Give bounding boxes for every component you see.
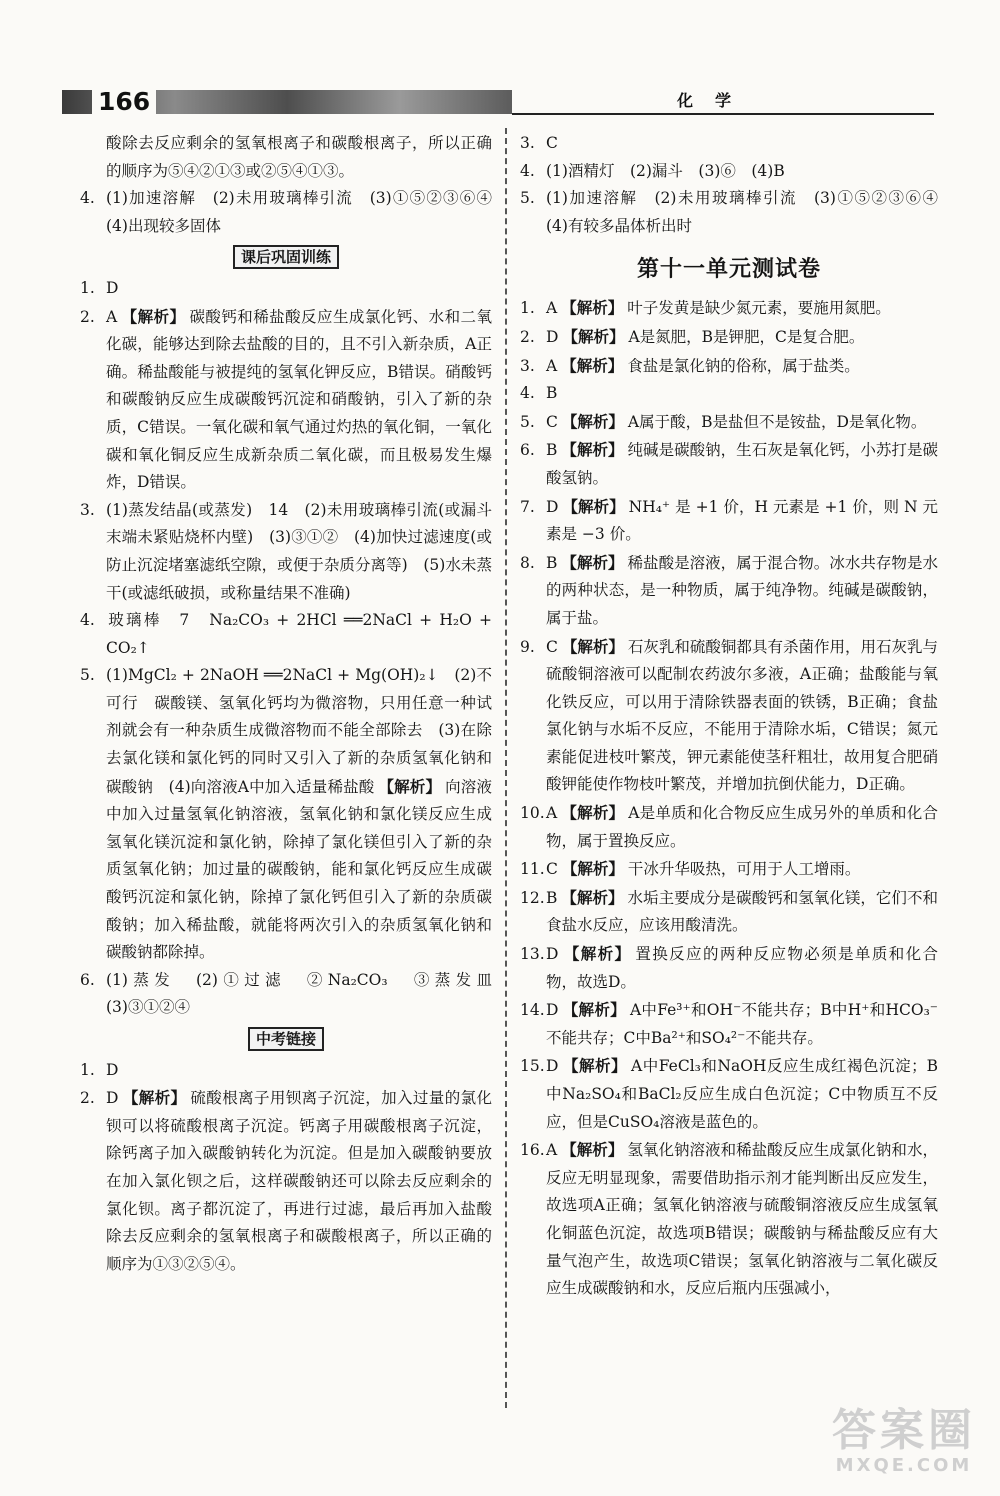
answer-item: 13.D 【解析】 置换反应的两种反应物必须是单质和化合物，故选D。 [520,944,938,991]
answer-item: 5. (1)MgCl₂ + 2NaOH ══2NaCl + Mg(OH)₂↓ (2)不可行 碳酸镁、氢氧化钙均为微溶物，只用任意一种试剂就会有一种杂质生成微溶物而不能全部除去 (3)在除去氯化镁和氯化钙的同时又引入了新的杂质氢氧化钠和碳酸钠 (4)向溶液A中加入适量稀盐酸 【解析】 向溶液中加入过量氢氧化钠溶液，氢氧化钠和氯化镁反应生成氢氧化镁沉淀和氯化钠，除掉了氯化镁但引入了新的杂质氢氧化钠；加过量的碳酸钠，能和氯化钙反应生成碳酸钙沉淀和氯化钠，除掉了氯化钙但引入了新的杂质碳酸钠；加入稀盐酸，就能将两次引入的杂质氢氧化钠和碳酸钠都除掉。 [80,666,492,962]
section-heading [80,1026,492,1054]
answer-item: 7. D 【解析】 NH₄⁺ 是 +1 价，H 元素是 +1 价，则 N 元素是 −3 价。 [520,496,938,544]
answer-item: 2. A 【解析】 碳酸钙和稀盐酸反应生成氯化钙、水和二氧化碳，能够达到除去盐酸的目的，且不引入新杂质，A正确。稀盐酸能与被提纯的氢氧化钾反应，B错误。硝酸钙和碳酸钠反应生成碳酸钙沉淀和硝酸钠，引入了新的杂质，C错误。一氧化碳和氧气通过灼热的氧化铜，一氧化碳和氧化铜反应生成新杂质二氧化碳，而且极易发生爆炸，D错误。 [80,306,492,492]
answer-item: 16.A 【解析】 氢氧化钠溶液和稀盐酸反应生成氯化钠和水，反应无明显现象，需要借助指示剂才能判断出反应发生，故选项A正确；氢氧化钠溶液与硫酸铜溶液反应生成氢氧化铜蓝色沉淀，故选项B错误；碳酸钠与稀盐酸反应有大量气泡产生，故选项C错误；氢氧化钠溶液与二氧化碳反应生成碳酸钠和水，反应后瓶内压强减小， [520,1140,938,1298]
answer-item: 9. C 【解析】 石灰乳和硫酸铜都具有杀菌作用，用石灰乳与硫酸铜溶液可以配制农药波尔多液，A正确；盐酸能与氧化铁反应，可以用于清除铁器表面的铁锈，B正确；食盐氯化钠与水垢不反应，不能用于清除水垢，C错误；氮元素能促进枝叶繁茂，钾元素能使茎秆粗壮，故用复合肥硝酸钾能使作物枝叶繁茂，并增加抗倒伏能力，D正确。 [520,636,938,794]
answer-item: 10.A 【解析】 A是单质和化合物反应生成另外的单质和化合物，属于置换反应。 [520,803,938,850]
watermark-url: MXQE.COM [835,1455,973,1476]
section-label-exam-link: 中考链接 [248,1027,324,1051]
answer-item: 4. B [520,384,558,403]
answer-item: 6. B 【解析】 纯碱是碳酸钠，生石灰是氧化钙，小苏打是碳酸氢钠。 [520,440,938,487]
answer-item: 3. C [520,134,558,152]
answer-item: 14.D 【解析】 A中Fe³⁺和OH⁻不能共存；B中H⁺和HCO₃⁻不能共存；C中Ba²⁺和SO₄²⁻不能共存。 [520,1000,938,1047]
column-divider [505,128,507,1408]
header-rule [512,113,934,115]
continued-text: 酸除去反应剩余的氢氧根离子和碳酸根离子，所以正确的顺序为⑤④②①③或②⑤④①③。 [106,134,492,180]
answer-item: 4. 玻璃棒 7 Na₂CO₃ + 2HCl ══2NaCl + H₂O + CO₂↑ [80,611,492,657]
answer-item: 11.C 【解析】 干冰升华吸热，可用于人工增雨。 [520,859,861,879]
answer-item: 4. (1)酒精灯 (2)漏斗 (3)⑥ (4)B [520,161,785,180]
section-heading [80,244,492,272]
answer-item: 1. D [80,278,119,297]
page-number: 166 [92,86,156,118]
answer-item: 1. A 【解析】 叶子发黄是缺少氮元素，要施用氮肥。 [520,298,891,318]
answer-item: 8. B 【解析】 稀盐酸是溶液，属于混合物。冰水共存物是水的两种状态，是一种物质，属于纯净物。纯碱是碳酸钠，属于盐。 [520,552,938,627]
answer-item: 15.D 【解析】 A中FeCl₃和NaOH反应生成红褐色沉淀；B中Na₂SO₄和BaCl₂反应生成白色沉淀；C中物质互不反应，但是CuSO₄溶液是蓝色的。 [520,1056,938,1131]
unit-test-title: 第十一单元测试卷 [636,256,821,283]
watermark-text: 答案圈 [832,1405,976,1456]
answer-item: 3. (1)蒸发结晶(或蒸发) 14 (2)未用玻璃棒引流(或漏斗末端未紧贴烧杯内壁) (3)③①② (4)加快过滤速度(或防止沉淀堵塞滤纸空隙，或便于杂质分离等) (5)水未蒸干(或滤纸破损，或称量结果不准确) [80,500,492,602]
section-label-review: 课后巩固训练 [233,245,339,269]
answer-item: 4. (1)加速溶解 (2)未用玻璃棒引流 (3)①⑤②③⑥④ (4)出现较多固体 [80,189,508,235]
answer-item: 5. C 【解析】 A属于酸，B是盐但不是铵盐，D是氧化物。 [520,411,927,431]
subject-label: 化学 [677,91,754,110]
right-column [520,130,954,1303]
answer-item: 12.B 【解析】 水垢主要成分是碳酸钙和氢氧化镁，它们不和食盐水反应，应该用酸清洗。 [520,887,938,935]
left-column [80,130,508,1278]
answer-item: 3. A 【解析】 食盐是氯化钠的俗称，属于盐类。 [520,355,860,375]
answer-item: 1. D [80,1060,119,1079]
answer-item: 2. D 【解析】 A是氮肥，B是钾肥，C是复合肥。 [520,326,865,346]
watermark [832,1407,976,1476]
answer-item: 5. (1)加速溶解 (2)未用玻璃棒引流 (3)①⑤②③⑥④ (4)有较多晶体析出时 [520,189,954,235]
page-header [62,86,934,120]
answer-item: 2. D 【解析】 硫酸根离子用钡离子沉淀，加入过量的氯化钡可以将硫酸根离子沉淀。钙离子用碳酸根离子沉淀，除钙离子加入碳酸钠转化为沉淀。但是加入碳酸钠要放在加入氯化钡之后，这样碳酸钠还可以除去反应剩余的氯化钡。离子都沉淀了，再进行过滤，最后再加入盐酸除去反应剩余的氢氧根离子和碳酸根离子，所以正确的顺序为①③②⑤④。 [80,1088,492,1273]
answer-item: 6. (1)蒸发 (2)①过滤 ②Na₂CO₃ ③蒸发皿 (3)③①②④ [80,970,508,1017]
